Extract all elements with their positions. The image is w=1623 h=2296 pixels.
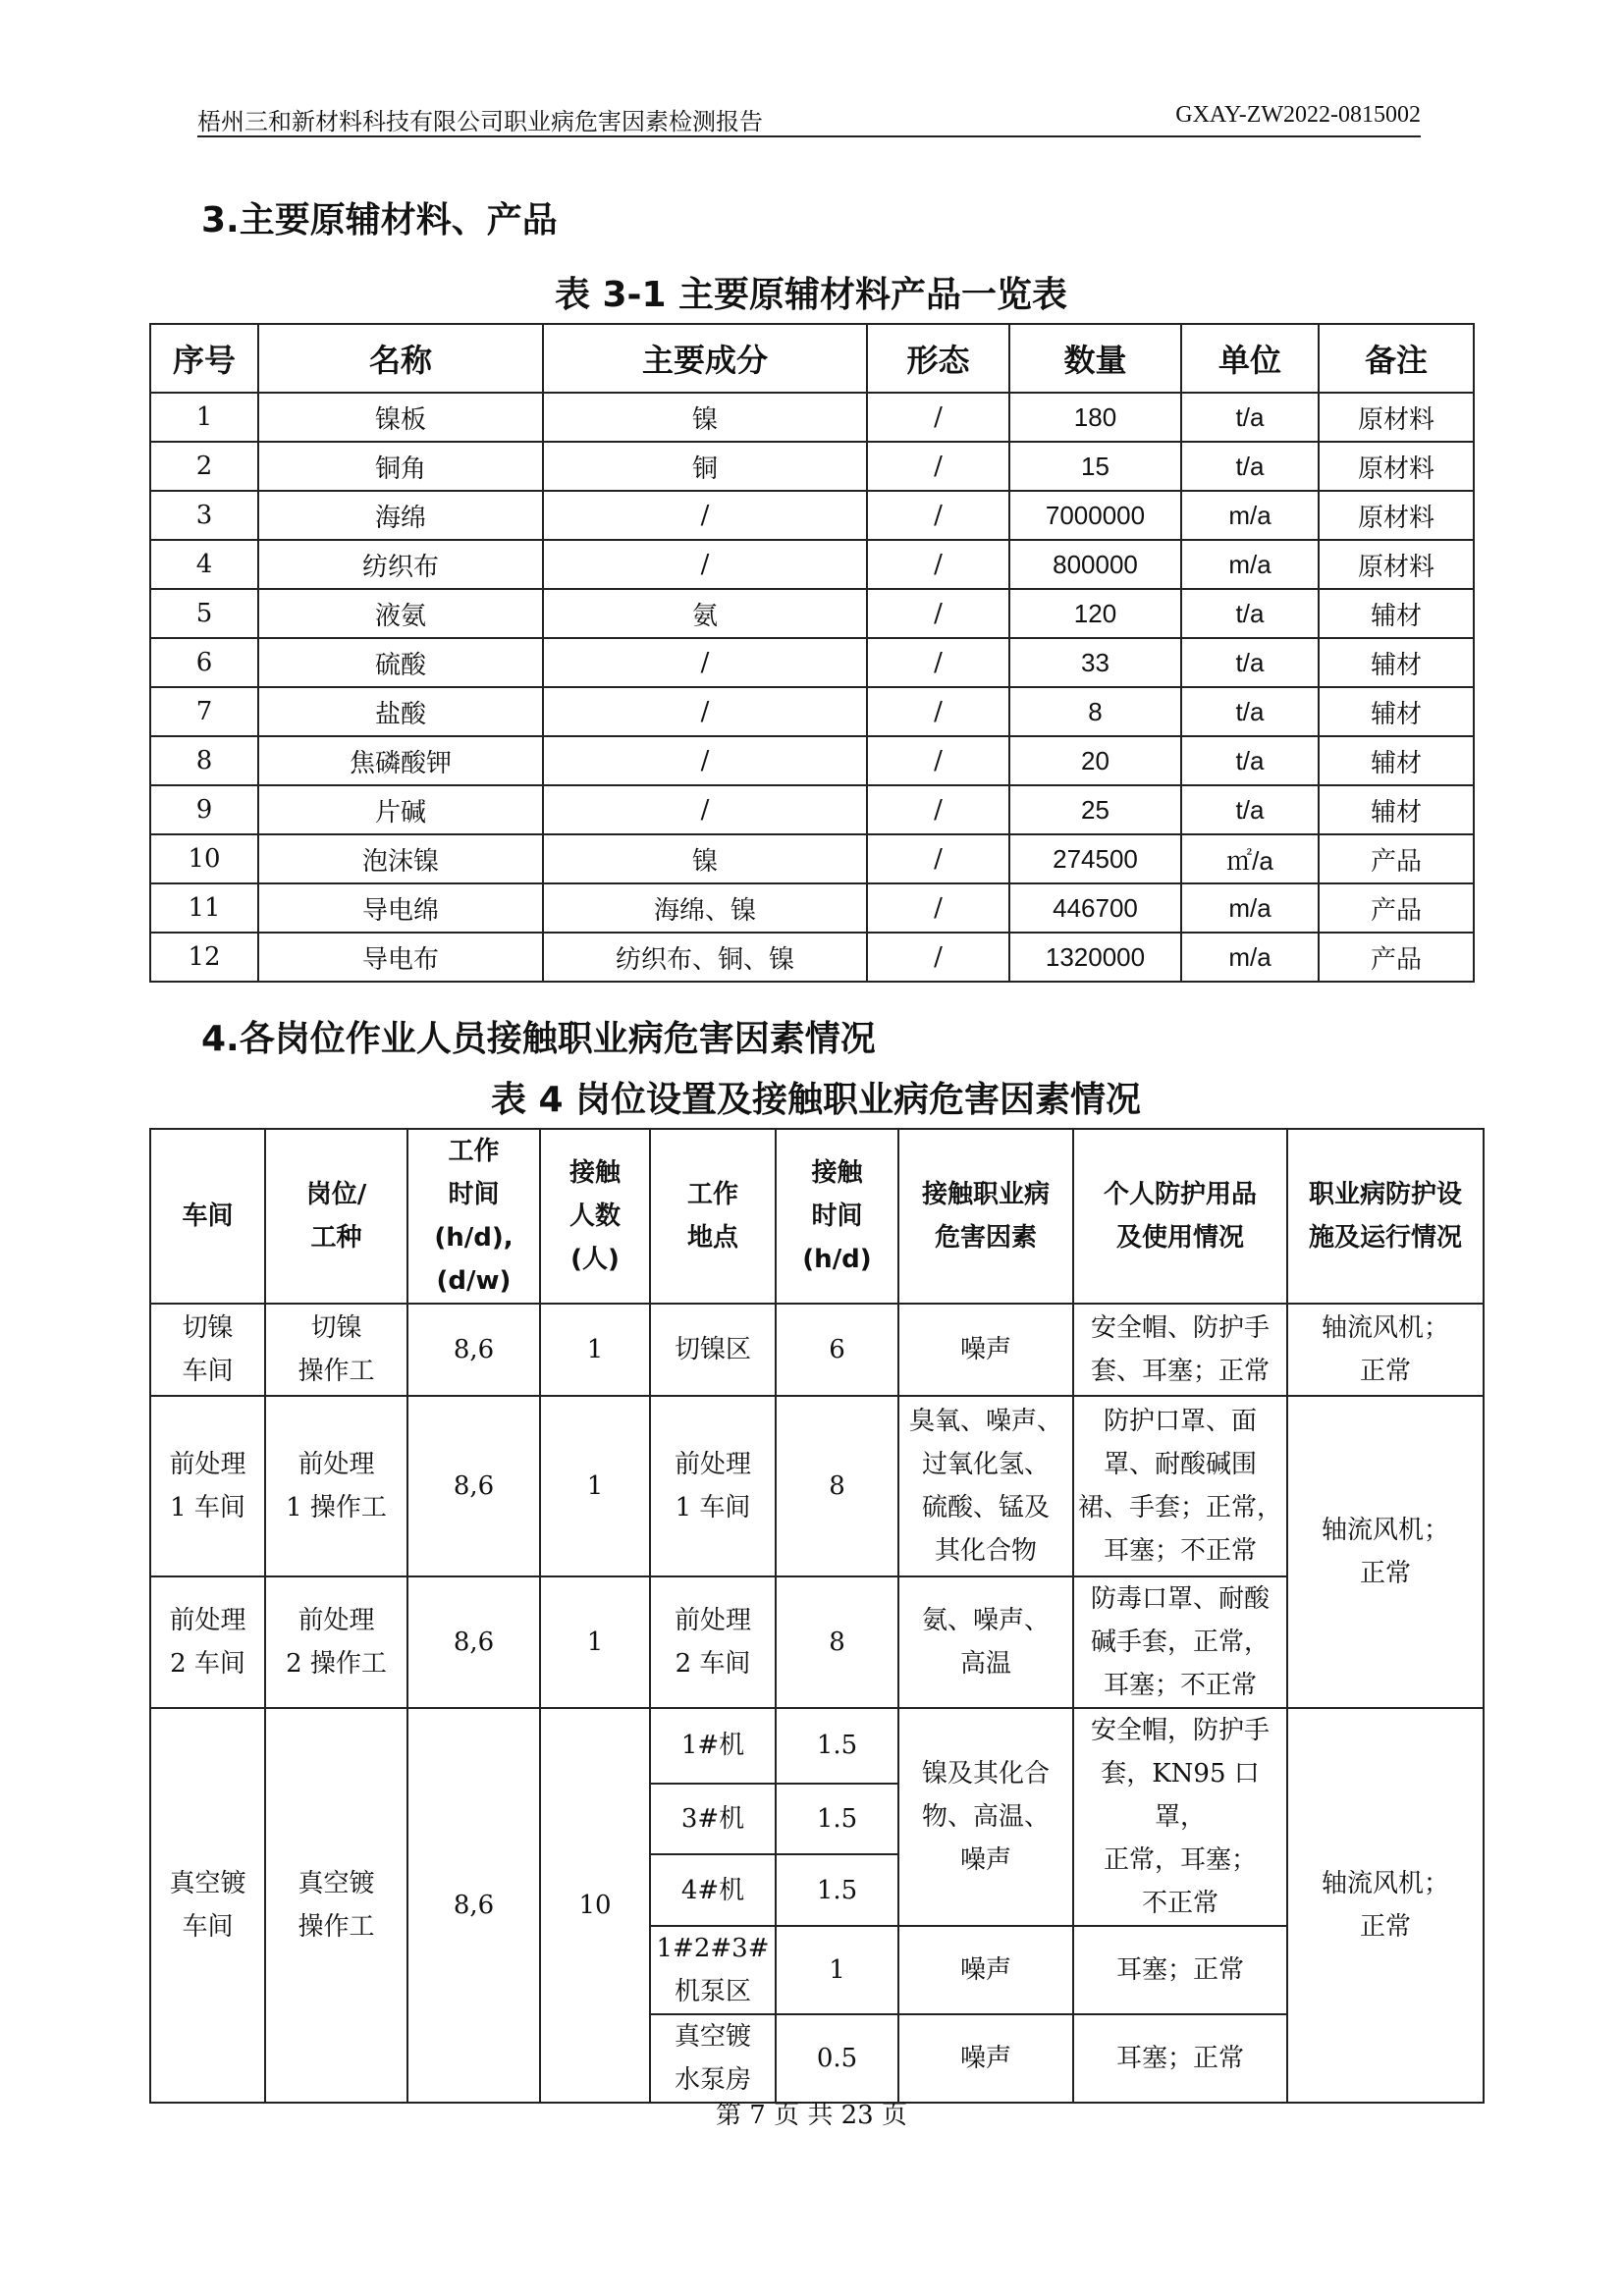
cell-worktime: 8,6 <box>407 1396 540 1576</box>
cell-unit: t/a <box>1181 442 1319 491</box>
cell-component: 海绵、镍 <box>543 883 867 933</box>
cell-component: / <box>543 540 867 589</box>
cell-index: 10 <box>150 834 258 883</box>
cell-name: 泡沫镍 <box>258 834 543 883</box>
table-row <box>150 393 1474 442</box>
cell-quantity: 800000 <box>1009 540 1181 589</box>
cell-unit: m/a <box>1181 933 1319 982</box>
cell-ppe: 安全帽、防护手 套、耳塞；正常 <box>1073 1304 1287 1396</box>
cell-name: 导电布 <box>258 933 543 982</box>
section-3-title: 3.主要原辅材料、产品 <box>201 200 558 240</box>
cell-people: 10 <box>540 1708 650 2103</box>
table-row <box>150 1576 1484 1708</box>
cell-index: 9 <box>150 785 258 834</box>
table-row <box>150 1708 1484 1784</box>
table-row <box>150 491 1474 540</box>
table-row <box>150 687 1474 736</box>
cell-location: 1#2#3# 机泵区 <box>650 1926 776 2014</box>
table-row <box>150 540 1474 589</box>
cell-component: / <box>543 687 867 736</box>
cell-people: 1 <box>540 1396 650 1576</box>
cell-hazard: 镍及其化合 物、高温、 噪声 <box>898 1708 1073 1926</box>
cell-quantity: 15 <box>1009 442 1181 491</box>
table-row <box>150 834 1474 883</box>
cell-component: 镍 <box>543 393 867 442</box>
cell-unit: t/a <box>1181 736 1319 785</box>
exposure-table-header <box>150 1129 1484 1304</box>
materials-table <box>149 323 1475 983</box>
table-row <box>150 589 1474 638</box>
cell-post: 切镍 操作工 <box>265 1304 407 1396</box>
cell-location: 前处理 1 车间 <box>650 1396 776 1576</box>
table-row <box>150 442 1474 491</box>
cell-ppe: 安全帽，防护手 套，KN95 口罩， 正常，耳塞； 不正常 <box>1073 1708 1287 1926</box>
cell-name: 硫酸 <box>258 638 543 687</box>
table-3-1-caption: 表 3-1 主要原辅材料产品一览表 <box>554 275 1068 315</box>
col-name: 名称 <box>258 324 543 393</box>
cell-exposure: 1.5 <box>776 1784 898 1855</box>
cell-unit: t/a <box>1181 393 1319 442</box>
cell-form: / <box>867 442 1009 491</box>
col-hazard: 接触职业病 危害因素 <box>898 1129 1073 1304</box>
table-row <box>150 883 1474 933</box>
cell-name: 铜角 <box>258 442 543 491</box>
cell-form: / <box>867 589 1009 638</box>
cell-component: / <box>543 785 867 834</box>
cell-hazard: 噪声 <box>898 2014 1073 2103</box>
page-header <box>197 100 1421 135</box>
cell-worktime: 8,6 <box>407 1576 540 1708</box>
cell-unit: m/a <box>1181 540 1319 589</box>
col-quantity: 数量 <box>1009 324 1181 393</box>
table-4-caption: 表 4 岗位设置及接触职业病危害因素情况 <box>490 1080 1142 1120</box>
cell-remark: 辅材 <box>1319 589 1474 638</box>
table-row <box>150 638 1474 687</box>
cell-facility: 轴流风机； 正常 <box>1287 1304 1484 1396</box>
cell-remark: 原材料 <box>1319 393 1474 442</box>
cell-hazard: 噪声 <box>898 1304 1073 1396</box>
cell-exposure: 1 <box>776 1926 898 2014</box>
cell-unit: t/a <box>1181 785 1319 834</box>
cell-index: 1 <box>150 393 258 442</box>
col-workshop: 车间 <box>150 1129 265 1304</box>
cell-workshop: 前处理 2 车间 <box>150 1576 265 1708</box>
cell-remark: 辅材 <box>1319 638 1474 687</box>
cell-quantity: 274500 <box>1009 834 1181 883</box>
table-row <box>150 1304 1484 1396</box>
col-location: 工作 地点 <box>650 1129 776 1304</box>
cell-name: 纺织布 <box>258 540 543 589</box>
cell-exposure: 8 <box>776 1576 898 1708</box>
cell-ppe: 耳塞；正常 <box>1073 2014 1287 2103</box>
cell-facility: 轴流风机； 正常 <box>1287 1708 1484 2103</box>
col-unit: 单位 <box>1181 324 1319 393</box>
cell-remark: 产品 <box>1319 883 1474 933</box>
cell-remark: 产品 <box>1319 834 1474 883</box>
cell-remark: 原材料 <box>1319 491 1474 540</box>
table-row <box>150 933 1474 982</box>
cell-index: 2 <box>150 442 258 491</box>
cell-index: 12 <box>150 933 258 982</box>
cell-facility: 轴流风机； 正常 <box>1287 1396 1484 1708</box>
cell-unit: m/a <box>1181 883 1319 933</box>
cell-form: / <box>867 883 1009 933</box>
cell-component: / <box>543 491 867 540</box>
cell-index: 8 <box>150 736 258 785</box>
cell-name: 导电绵 <box>258 883 543 933</box>
cell-people: 1 <box>540 1304 650 1396</box>
cell-remark: 原材料 <box>1319 442 1474 491</box>
cell-quantity: 446700 <box>1009 883 1181 933</box>
cell-exposure: 6 <box>776 1304 898 1396</box>
cell-workshop: 切镍 车间 <box>150 1304 265 1396</box>
cell-ppe: 防护口罩、面 罩、耐酸碱围 裙、手套；正常， 耳塞；不正常 <box>1073 1396 1287 1576</box>
materials-table-header <box>150 324 1474 393</box>
cell-component: / <box>543 736 867 785</box>
cell-index: 4 <box>150 540 258 589</box>
cell-remark: 辅材 <box>1319 785 1474 834</box>
cell-unit: ㎡/a <box>1181 834 1319 883</box>
page-number: 第 7 页 共 23 页 <box>716 2101 907 2130</box>
col-component: 主要成分 <box>543 324 867 393</box>
cell-hazard: 噪声 <box>898 1926 1073 2014</box>
cell-location: 切镍区 <box>650 1304 776 1396</box>
cell-name: 液氨 <box>258 589 543 638</box>
col-post: 岗位/ 工种 <box>265 1129 407 1304</box>
cell-ppe: 耳塞；正常 <box>1073 1926 1287 2014</box>
cell-form: / <box>867 540 1009 589</box>
cell-component: 铜 <box>543 442 867 491</box>
cell-worktime: 8,6 <box>407 1708 540 2103</box>
cell-quantity: 1320000 <box>1009 933 1181 982</box>
cell-form: / <box>867 834 1009 883</box>
cell-index: 11 <box>150 883 258 933</box>
cell-form: / <box>867 785 1009 834</box>
cell-form: / <box>867 491 1009 540</box>
col-worktime: 工作 时间 (h/d), (d/w) <box>407 1129 540 1304</box>
cell-index: 6 <box>150 638 258 687</box>
col-remark: 备注 <box>1319 324 1474 393</box>
exposure-table <box>149 1128 1485 2104</box>
cell-exposure: 1.5 <box>776 1708 898 1784</box>
cell-ppe: 防毒口罩、耐酸 碱手套，正常， 耳塞；不正常 <box>1073 1576 1287 1708</box>
cell-unit: t/a <box>1181 638 1319 687</box>
cell-form: / <box>867 393 1009 442</box>
cell-component: 镍 <box>543 834 867 883</box>
cell-post: 真空镀 操作工 <box>265 1708 407 2103</box>
cell-location: 真空镀 水泵房 <box>650 2014 776 2103</box>
table-row <box>150 785 1474 834</box>
col-index: 序号 <box>150 324 258 393</box>
cell-remark: 辅材 <box>1319 736 1474 785</box>
cell-location: 4#机 <box>650 1854 776 1926</box>
cell-form: / <box>867 638 1009 687</box>
cell-exposure: 8 <box>776 1396 898 1576</box>
cell-quantity: 20 <box>1009 736 1181 785</box>
cell-name: 海绵 <box>258 491 543 540</box>
cell-location: 前处理 2 车间 <box>650 1576 776 1708</box>
cell-quantity: 25 <box>1009 785 1181 834</box>
cell-quantity: 180 <box>1009 393 1181 442</box>
cell-form: / <box>867 736 1009 785</box>
cell-form: / <box>867 687 1009 736</box>
cell-hazard: 氨、噪声、 高温 <box>898 1576 1073 1708</box>
cell-unit: m/a <box>1181 491 1319 540</box>
col-ppe: 个人防护用品 及使用情况 <box>1073 1129 1287 1304</box>
col-form: 形态 <box>867 324 1009 393</box>
cell-index: 3 <box>150 491 258 540</box>
cell-worktime: 8,6 <box>407 1304 540 1396</box>
cell-exposure: 1.5 <box>776 1854 898 1926</box>
header-company-title: 梧州三和新材料科技有限公司职业病危害因素检测报告 <box>197 108 763 135</box>
cell-form: / <box>867 933 1009 982</box>
cell-remark: 原材料 <box>1319 540 1474 589</box>
cell-remark: 产品 <box>1319 933 1474 982</box>
cell-index: 7 <box>150 687 258 736</box>
cell-quantity: 7000000 <box>1009 491 1181 540</box>
cell-location: 3#机 <box>650 1784 776 1855</box>
col-facility: 职业病防护设 施及运行情况 <box>1287 1129 1484 1304</box>
header-divider <box>197 135 1421 137</box>
header-report-code: GXAY-ZW2022-0815002 <box>1175 102 1421 128</box>
cell-post: 前处理 2 操作工 <box>265 1576 407 1708</box>
col-people: 接触 人数 (人) <box>540 1129 650 1304</box>
cell-location: 1#机 <box>650 1708 776 1784</box>
table-row <box>150 736 1474 785</box>
cell-component: / <box>543 638 867 687</box>
cell-index: 5 <box>150 589 258 638</box>
cell-post: 前处理 1 操作工 <box>265 1396 407 1576</box>
cell-remark: 辅材 <box>1319 687 1474 736</box>
table-row <box>150 1396 1484 1576</box>
cell-quantity: 33 <box>1009 638 1181 687</box>
col-exposure-time: 接触 时间 (h/d) <box>776 1129 898 1304</box>
cell-exposure: 0.5 <box>776 2014 898 2103</box>
cell-quantity: 120 <box>1009 589 1181 638</box>
cell-unit: t/a <box>1181 589 1319 638</box>
cell-hazard: 臭氧、噪声、 过氧化氢、 硫酸、锰及 其化合物 <box>898 1396 1073 1576</box>
cell-workshop: 真空镀 车间 <box>150 1708 265 2103</box>
cell-component: 氨 <box>543 589 867 638</box>
cell-name: 片碱 <box>258 785 543 834</box>
cell-unit: t/a <box>1181 687 1319 736</box>
cell-name: 镍板 <box>258 393 543 442</box>
cell-component: 纺织布、铜、镍 <box>543 933 867 982</box>
section-4-title: 4.各岗位作业人员接触职业病危害因素情况 <box>201 1019 876 1059</box>
cell-people: 1 <box>540 1576 650 1708</box>
cell-name: 焦磷酸钾 <box>258 736 543 785</box>
cell-workshop: 前处理 1 车间 <box>150 1396 265 1576</box>
cell-name: 盐酸 <box>258 687 543 736</box>
cell-quantity: 8 <box>1009 687 1181 736</box>
